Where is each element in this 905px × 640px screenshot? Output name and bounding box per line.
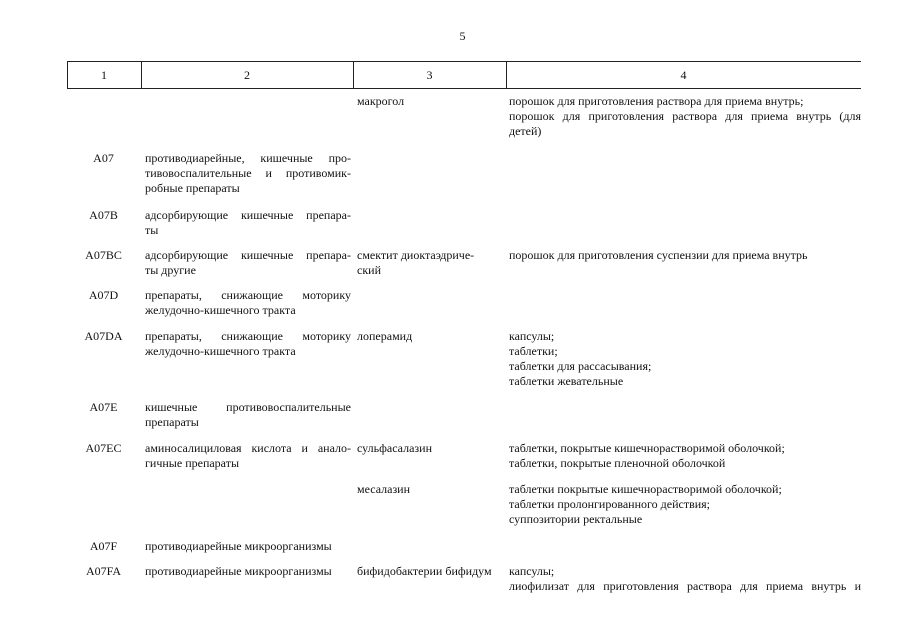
anatomic-group-line: кишечные противовоспалительные — [145, 400, 351, 414]
anatomic-group — [145, 248, 351, 278]
anatomic-group-line: противодиарейные, кишечные про- — [145, 151, 351, 165]
atc-code: A07F — [89, 539, 118, 553]
dosage-forms — [509, 329, 861, 389]
anatomic-group — [145, 400, 351, 430]
anatomic-group — [145, 564, 351, 579]
anatomic-group-line: препараты, снижающие моторику — [145, 288, 351, 302]
dosage-forms-line: порошок для приготовления раствора для приема внутрь; — [509, 94, 804, 108]
anatomic-group-line: препараты — [145, 415, 199, 429]
atc-code: A07D — [88, 288, 119, 302]
drug-name-line: бифидобактерии бифидум — [357, 564, 492, 578]
drug-name-line: месалазин — [357, 482, 411, 496]
anatomic-group-line: робные препараты — [145, 181, 240, 195]
dosage-forms-line: таблетки жевательные — [509, 374, 624, 388]
drug-name-line: лоперамид — [357, 329, 413, 343]
header-col-2: 2 — [244, 68, 250, 82]
dosage-forms — [509, 94, 861, 139]
anatomic-group-line: аминосалициловая кислота и анало- — [145, 441, 351, 455]
atc-code: A07BC — [85, 248, 122, 262]
dosage-forms-line: детей) — [509, 124, 542, 138]
dosage-forms-line: капсулы; — [509, 564, 555, 578]
drug-name — [357, 329, 505, 344]
drug-name-line: ский — [357, 263, 381, 277]
anatomic-group-line: ты другие — [145, 263, 196, 277]
drug-name — [357, 248, 505, 278]
drug-name-line: сульфасалазин — [357, 441, 433, 455]
anatomic-group-line: ты — [145, 223, 159, 237]
dosage-forms-line: таблетки для рассасывания; — [509, 359, 652, 373]
dosage-forms-line: капсулы; — [509, 329, 555, 343]
dosage-forms-line: таблетки пролонгированного действия; — [509, 497, 711, 511]
table-header — [67, 61, 861, 89]
anatomic-group-line: противодиарейные микроорганизмы — [145, 539, 332, 553]
atc-code: A07FA — [85, 564, 122, 578]
header-col-1: 1 — [101, 68, 107, 82]
header-col-4: 4 — [680, 68, 687, 82]
anatomic-group-line: препараты, снижающие моторику — [145, 329, 351, 343]
dosage-forms-line: таблетки; — [509, 344, 558, 358]
dosage-forms-line: суппозитории ректальные — [509, 512, 643, 526]
anatomic-group — [145, 151, 351, 196]
atc-code: A07EC — [85, 441, 122, 455]
dosage-forms-line: таблетки, покрытые кишечнорастворимой оболочкой; — [509, 441, 785, 455]
drug-name — [357, 94, 505, 109]
anatomic-group — [145, 288, 351, 318]
anatomic-group-line: желудочно-кишечного тракта — [145, 303, 296, 317]
anatomic-group — [145, 441, 351, 471]
drug-name-line: смектит диоктаэдриче- — [357, 248, 475, 262]
dosage-forms — [509, 441, 861, 471]
anatomic-group-line: гичные препараты — [145, 456, 240, 470]
dosage-forms-line: лиофилизат для приготовления раствора для приема внутрь и — [509, 579, 861, 593]
drug-name-line: макрогол — [357, 94, 405, 108]
anatomic-group-line: желудочно-кишечного тракта — [145, 344, 296, 358]
anatomic-group-line: противодиарейные микроорганизмы — [145, 564, 332, 578]
anatomic-group — [145, 208, 351, 238]
drug-name — [357, 482, 505, 497]
drug-name — [357, 564, 505, 579]
atc-code: A07E — [89, 400, 118, 414]
header-col-3: 3 — [426, 68, 433, 82]
anatomic-group — [145, 329, 351, 359]
dosage-forms — [509, 482, 861, 527]
atc-code: A07B — [89, 208, 118, 222]
dosage-forms-line: таблетки покрытые кишечнорастворимой оболочкой; — [509, 482, 782, 496]
dosage-forms-line: таблетки, покрытые пленочной оболочкой — [509, 456, 726, 470]
page-number: 5 — [459, 29, 466, 43]
atc-code: A07DA — [84, 329, 123, 343]
dosage-forms — [509, 248, 861, 263]
dosage-forms — [509, 564, 861, 594]
anatomic-group — [145, 539, 351, 554]
anatomic-group-line: адсорбирующие кишечные препара- — [145, 208, 351, 222]
drug-name — [357, 441, 505, 456]
dosage-forms-line: порошок для приготовления раствора для приема внутрь (для — [509, 109, 861, 123]
anatomic-group-line: адсорбирующие кишечные препара- — [145, 248, 351, 262]
anatomic-group-line: тивовоспалительные и противомик- — [145, 166, 351, 180]
dosage-forms-line: порошок для приготовления суспензии для приема внутрь — [509, 248, 808, 262]
atc-code: A07 — [93, 151, 114, 165]
